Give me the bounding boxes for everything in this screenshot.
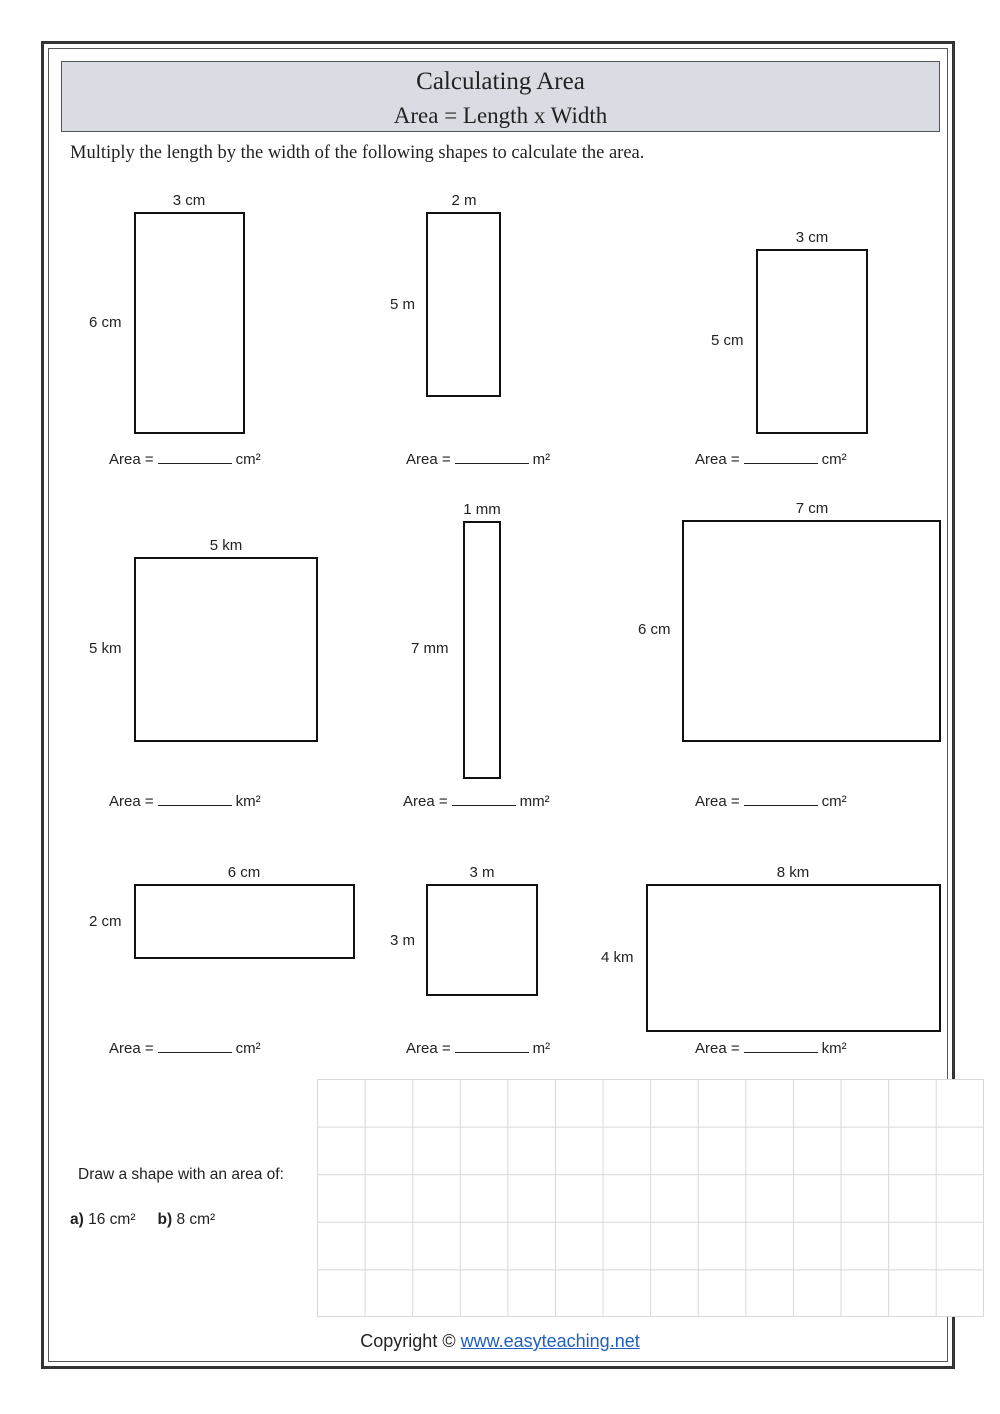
shape-2-rectangle [426,212,501,397]
area-prefix: Area = [109,793,154,810]
draw-options [70,1211,215,1229]
answer-blank[interactable] [744,1040,818,1053]
answer-blank[interactable] [452,793,516,806]
shape-8-rectangle [426,884,538,996]
shape-7-area-answer [109,1040,261,1057]
option-b [157,1211,215,1228]
shape-8-width-label: 3 m [469,864,495,881]
shape-9-area-answer [695,1040,847,1057]
area-prefix: Area = [109,1040,154,1057]
shape-2-width-label: 2 m [451,192,477,209]
shape-4-height-label: 5 km [89,640,122,657]
shape-3-width-label: 3 cm [795,229,829,246]
answer-blank[interactable] [158,1040,232,1053]
area-unit: cm² [235,1040,261,1057]
shape-2-area-answer [406,451,550,468]
shape-8-height-label: 3 m [390,932,416,949]
option-b-value: 8 cm² [176,1211,216,1228]
copyright-text: Copyright © [360,1331,456,1351]
option-a [70,1211,135,1228]
area-unit: m² [532,1040,551,1057]
area-prefix: Area = [109,451,154,468]
option-a-value: 16 cm² [88,1211,136,1228]
copyright-footer [0,1331,1000,1352]
area-unit: mm² [519,793,550,810]
area-unit: km² [235,793,261,810]
area-unit: cm² [821,451,847,468]
answer-blank[interactable] [744,793,818,806]
title-box [61,61,940,132]
shape-2-height-label: 5 m [390,296,416,313]
option-a-letter: a) [70,1211,84,1228]
option-b-letter: b) [157,1211,173,1228]
worksheet-subtitle: Area = Length x Width [393,103,608,128]
shape-4-rectangle [134,557,318,742]
shape-5-rectangle [463,521,501,779]
shape-1-rectangle [134,212,245,434]
drawing-grid[interactable] [317,1079,984,1317]
answer-blank[interactable] [455,1040,529,1053]
area-prefix: Area = [406,1040,451,1057]
shape-7-height-label: 2 cm [89,913,122,930]
shape-9-height-label: 4 km [601,949,634,966]
shape-1-area-answer [109,451,261,468]
area-unit: km² [821,1040,847,1057]
shape-3-area-answer [695,451,847,468]
area-prefix: Area = [695,1040,740,1057]
area-unit: cm² [235,451,261,468]
shape-5-height-label: 7 mm [411,640,449,657]
shape-1-width-label: 3 cm [172,192,206,209]
shape-7-rectangle [134,884,355,959]
shape-6-height-label: 6 cm [638,621,671,638]
shape-9-width-label: 8 km [776,864,810,881]
area-prefix: Area = [403,793,448,810]
shape-8-area-answer [406,1040,550,1057]
answer-blank[interactable] [455,451,529,464]
area-prefix: Area = [406,451,451,468]
answer-blank[interactable] [158,451,232,464]
shape-4-width-label: 5 km [209,537,243,554]
shape-6-rectangle [682,520,941,742]
area-prefix: Area = [695,793,740,810]
shape-5-area-answer [403,793,550,810]
shape-4-area-answer [109,793,261,810]
shape-9-rectangle [646,884,941,1032]
shape-3-height-label: 5 cm [711,332,744,349]
shape-3-rectangle [756,249,868,434]
website-link[interactable]: www.easyteaching.net [460,1331,640,1351]
shape-1-height-label: 6 cm [89,314,122,331]
shape-6-area-answer [695,793,847,810]
area-unit: cm² [821,793,847,810]
answer-blank[interactable] [744,451,818,464]
answer-blank[interactable] [158,793,232,806]
shape-7-width-label: 6 cm [227,864,261,881]
shape-5-width-label: 1 mm [463,501,501,518]
instructions: Multiply the length by the width of the following shapes to calculate the area. [70,143,645,163]
area-unit: m² [532,451,551,468]
draw-prompt: Draw a shape with an area of: [78,1166,284,1183]
area-prefix: Area = [695,451,740,468]
worksheet-title: Calculating Area [416,68,585,95]
shape-6-width-label: 7 cm [795,500,829,517]
